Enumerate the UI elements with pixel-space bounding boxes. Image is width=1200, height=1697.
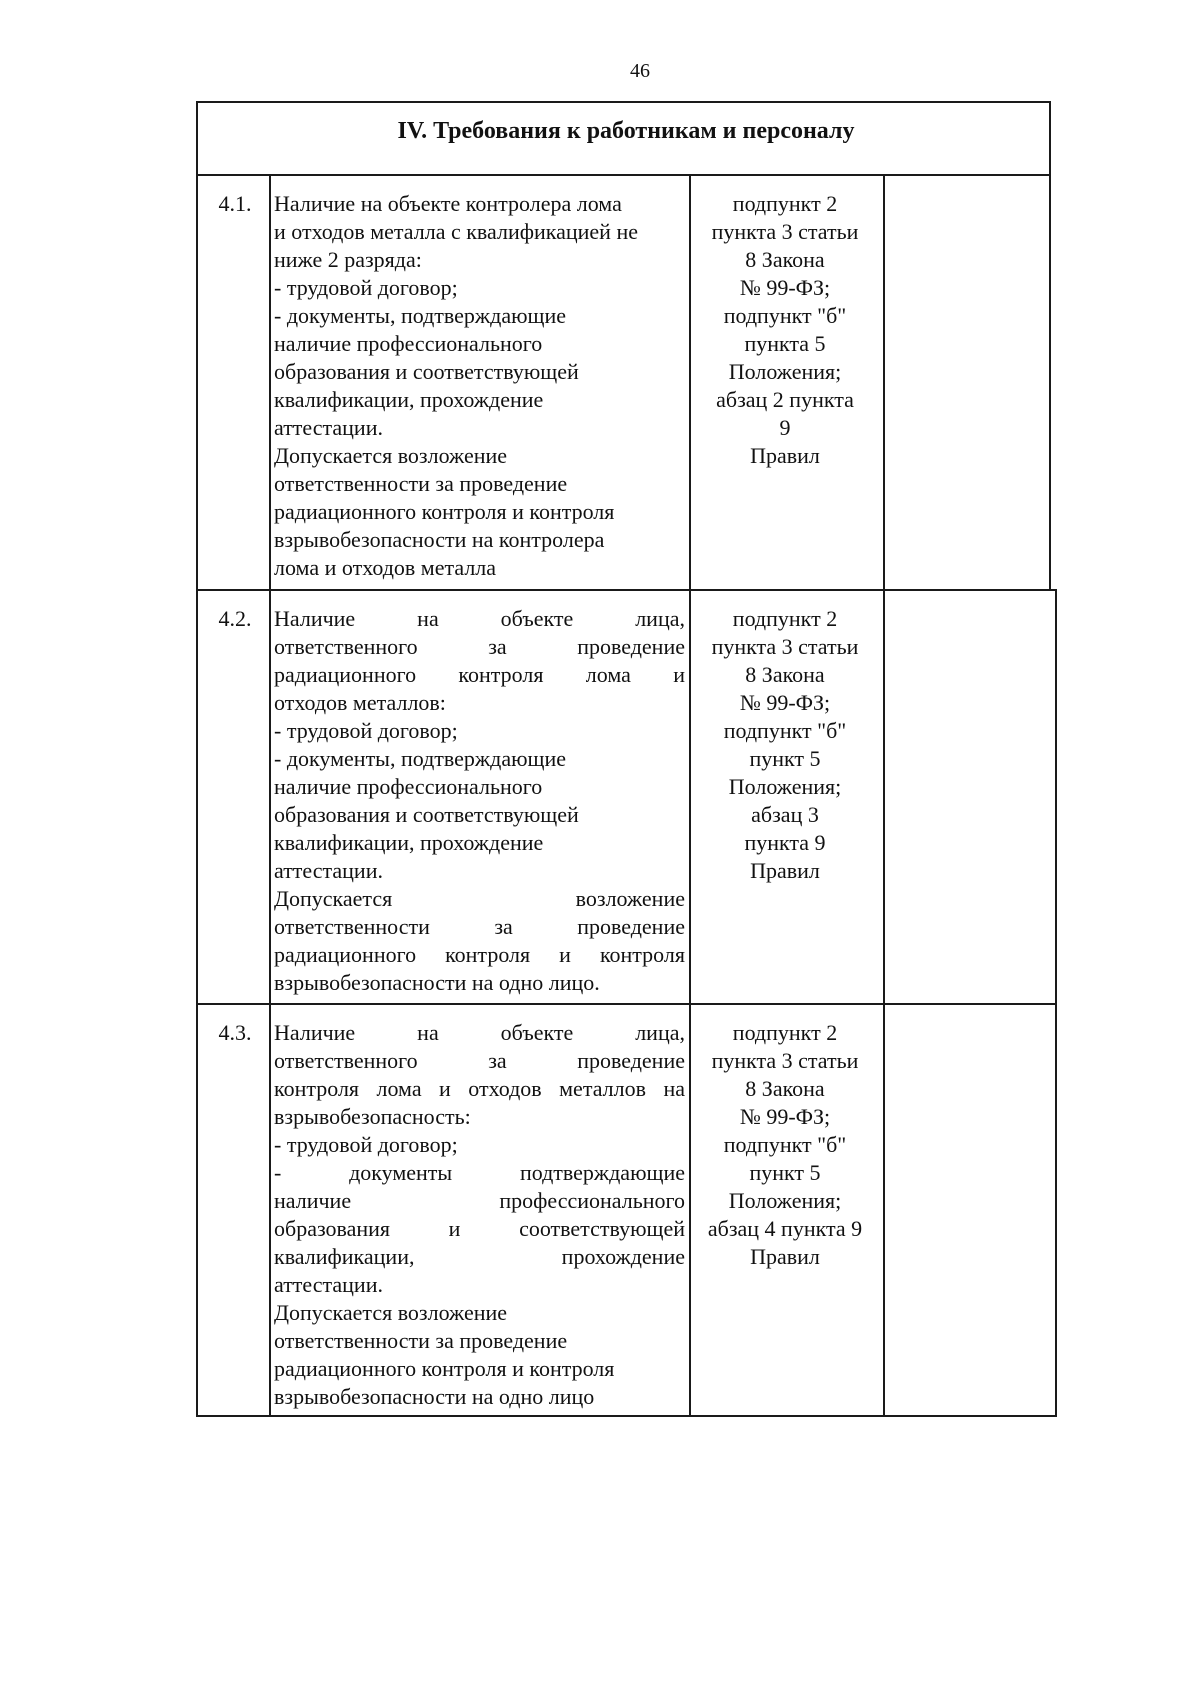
requirement-line: отходов металлов: — [274, 690, 446, 715]
requirement-line: ответственности за проведение — [274, 914, 685, 939]
reference-line: абзац 3 — [751, 802, 819, 827]
row-number: 4.3. — [218, 1020, 252, 1045]
reference-line: Правил — [750, 1244, 820, 1269]
requirement-line: - документы подтверждающие — [274, 1160, 685, 1185]
reference-line: пункта 9 — [744, 830, 826, 855]
reference-line: 8 Закона — [745, 247, 825, 272]
requirement-line: и отходов металла с квалификацией не — [274, 219, 638, 244]
reference-line: № 99-ФЗ; — [739, 1104, 831, 1129]
legal-reference — [695, 1019, 875, 1271]
reference-line: Правил — [750, 858, 820, 883]
requirement-line: Наличие на объекте лица, — [274, 606, 685, 631]
reference-line: пункта 3 статьи — [711, 219, 859, 244]
table-border-top — [196, 101, 1051, 103]
requirement-line: квалификации, прохождение — [274, 830, 544, 855]
legal-reference — [695, 605, 875, 885]
reference-line: 8 Закона — [745, 1076, 825, 1101]
requirement-text — [274, 190, 685, 582]
section-title: IV. Требования к работникам и персоналу — [397, 118, 855, 144]
table-border-left — [196, 101, 198, 1417]
reference-line: пункта 5 — [744, 331, 826, 356]
row-divider-2 — [196, 1003, 1057, 1005]
requirement-line: квалификации, прохождение — [274, 1244, 685, 1269]
requirement-line: ответственности за проведение — [274, 471, 568, 496]
requirement-line: взрывобезопасность: — [274, 1104, 471, 1129]
requirement-line: аттестации. — [274, 415, 383, 440]
table-border-right-lower — [1055, 589, 1057, 1417]
requirement-text — [274, 605, 685, 997]
requirement-line: - документы, подтверждающие — [274, 746, 567, 771]
requirement-line: наличие профессионального — [274, 1188, 685, 1213]
requirement-line: радиационного контроля и контроля — [274, 1356, 615, 1381]
header-divider — [196, 174, 1051, 176]
requirement-line: Допускается возложение — [274, 443, 508, 468]
requirement-line: взрывобезопасности на одно лицо — [274, 1384, 595, 1409]
requirement-line: контроля лома и отходов металлов на — [274, 1076, 685, 1101]
requirement-line: - трудовой договор; — [274, 718, 458, 743]
requirement-line: наличие профессионального — [274, 331, 543, 356]
requirement-line: радиационного контроля лома и — [274, 662, 685, 687]
requirement-column-divider — [689, 174, 691, 1417]
reference-line: № 99-ФЗ; — [739, 275, 831, 300]
reference-line: пункта 3 статьи — [711, 1048, 859, 1073]
page-number: 46 — [630, 60, 650, 82]
reference-line: подпункт "б" — [723, 1132, 847, 1157]
table-border-bottom — [196, 1415, 1057, 1417]
reference-line: Правил — [750, 443, 820, 468]
reference-column-divider — [883, 174, 885, 1417]
requirement-line: радиационного контроля и контроля — [274, 499, 615, 524]
reference-line: № 99-ФЗ; — [739, 690, 831, 715]
requirement-line: взрывобезопасности на контролера — [274, 527, 605, 552]
requirement-line: - трудовой договор; — [274, 1132, 458, 1157]
requirement-line: ниже 2 разряда: — [274, 247, 422, 272]
legal-reference — [695, 190, 875, 470]
reference-line: пункт 5 — [749, 1160, 821, 1185]
reference-line: подпункт 2 — [732, 1020, 838, 1045]
requirement-line: Наличие на объекте контролера лома — [274, 191, 622, 216]
reference-line: подпункт 2 — [732, 191, 838, 216]
requirement-line: Допускается возложение — [274, 886, 685, 911]
reference-line: 9 — [779, 415, 791, 440]
requirement-line: образования и соответствующей — [274, 802, 579, 827]
number-column-divider — [269, 174, 271, 1417]
requirement-line: ответственности за проведение — [274, 1328, 568, 1353]
row-divider-1 — [196, 589, 1057, 591]
reference-line: Положения; — [728, 774, 842, 799]
row-number: 4.1. — [218, 191, 252, 216]
reference-line: Положения; — [728, 1188, 842, 1213]
requirement-line: лома и отходов металла — [274, 555, 497, 580]
reference-line: подпункт 2 — [732, 606, 838, 631]
requirement-line: аттестации. — [274, 858, 383, 883]
reference-line: подпункт "б" — [723, 303, 847, 328]
reference-line: Положения; — [728, 359, 842, 384]
requirement-line: - документы, подтверждающие — [274, 303, 567, 328]
reference-line: пункт 5 — [749, 746, 821, 771]
reference-line: подпункт "б" — [723, 718, 847, 743]
requirement-line: радиационного контроля и контроля — [274, 942, 685, 967]
requirement-line: ответственного за проведение — [274, 634, 685, 659]
requirement-line: образования и соответствующей — [274, 359, 579, 384]
reference-line: абзац 4 пункта 9 — [707, 1216, 863, 1241]
reference-line: абзац 2 пункта — [716, 387, 854, 412]
requirement-line: взрывобезопасности на одно лицо. — [274, 970, 600, 995]
requirement-line: - трудовой договор; — [274, 275, 458, 300]
requirement-line: Допускается возложение — [274, 1300, 508, 1325]
table-border-right-upper — [1049, 101, 1051, 591]
reference-line: пункта 3 статьи — [711, 634, 859, 659]
reference-line: 8 Закона — [745, 662, 825, 687]
requirement-line: квалификации, прохождение — [274, 387, 544, 412]
row-number: 4.2. — [218, 606, 252, 631]
requirement-text — [274, 1019, 685, 1411]
requirement-line: наличие профессионального — [274, 774, 543, 799]
requirement-line: образования и соответствующей — [274, 1216, 685, 1241]
requirement-line: аттестации. — [274, 1272, 383, 1297]
requirement-line: Наличие на объекте лица, — [274, 1020, 685, 1045]
requirement-line: ответственного за проведение — [274, 1048, 685, 1073]
